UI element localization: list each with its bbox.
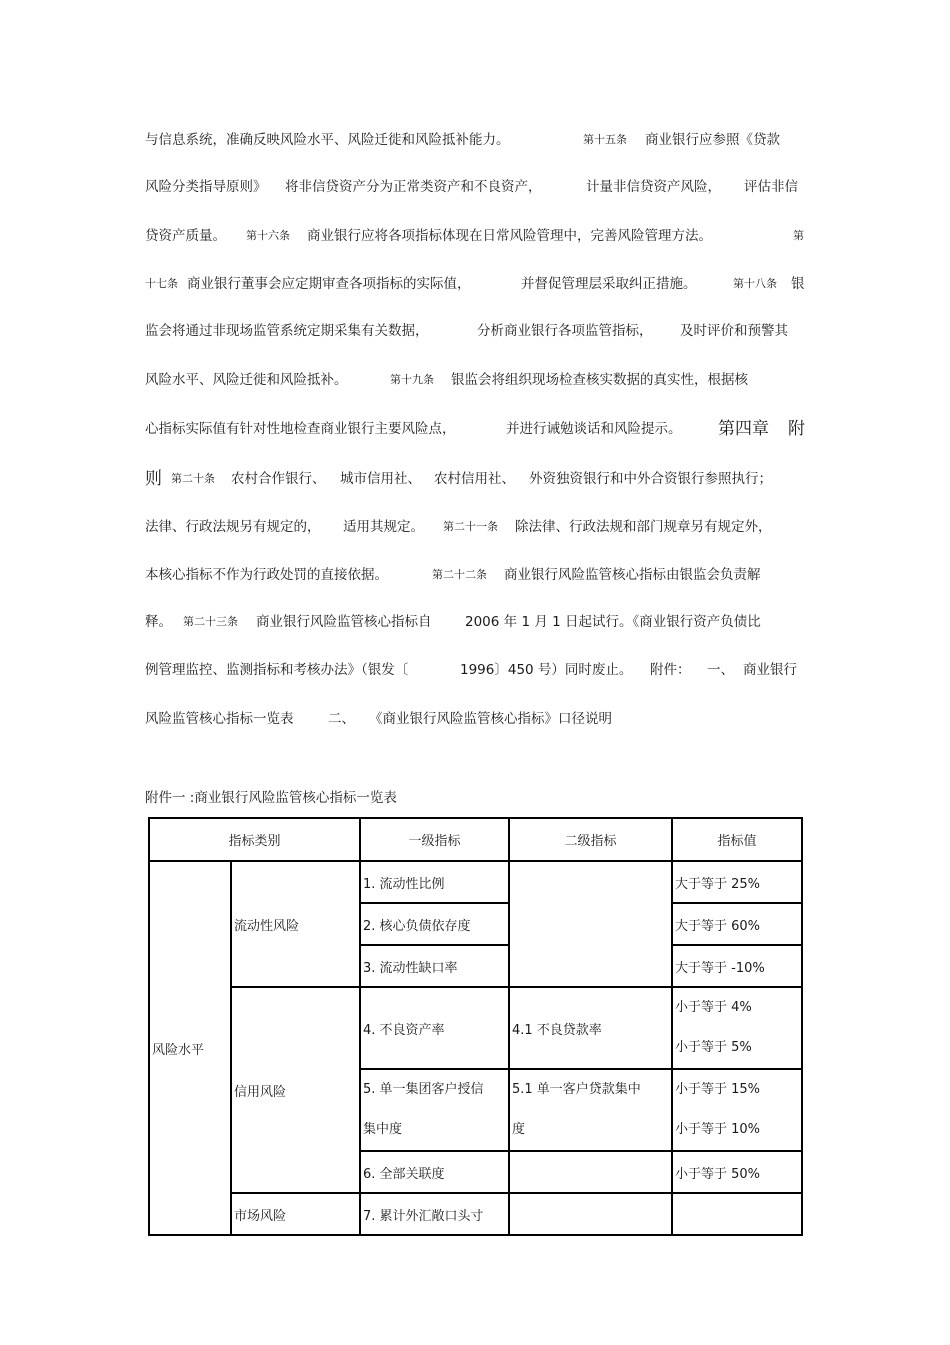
text-seg: 心指标实际值有针对性地检查商业银行主要风险点，	[145, 421, 456, 437]
header-value: 指标值	[672, 818, 802, 861]
text-seg: 银监会将组织现场检查核实数据的真实性，根据核	[451, 372, 748, 388]
text-seg: 商业银行风险监管核心指标由银监会负责解	[504, 567, 761, 583]
text-seg: 二、	[328, 711, 355, 727]
text-seg: 商业银行应参照《贷款	[645, 132, 780, 148]
level2-cell-empty	[509, 1193, 672, 1235]
body-line-11	[145, 610, 805, 634]
text-seg: 本核心指标不作为行政处罚的直接依据。	[145, 567, 388, 583]
text-seg: 2006 年 1 月 1 日起试行。《商业银行资产负债比	[465, 614, 761, 630]
article-number: 第二十三条	[183, 615, 238, 628]
value-line: 小于等于 4%	[675, 1000, 752, 1015]
text-seg: 并进行诫勉谈话和风险提示。	[506, 421, 682, 437]
text-seg: 商业银行应将各项指标体现在日常风险管理中，完善风险管理方法。	[307, 228, 712, 244]
chapter-heading: 附	[788, 419, 805, 439]
annex-caption: 附件一 :商业银行风险监管核心指标一览表	[145, 790, 397, 806]
value-line: 小于等于 15%	[675, 1082, 761, 1097]
value-cell-empty	[672, 1193, 802, 1235]
subcategory-cell: 市场风险	[231, 1193, 360, 1235]
value-line: 小于等于 5%	[675, 1040, 752, 1055]
text-seg: 除法律、行政法规和部门规章另有规定外，	[515, 519, 772, 535]
level2-cell-empty	[509, 861, 672, 987]
text-seg: 商业银行	[743, 662, 797, 678]
article-number: 第十八条	[733, 277, 777, 290]
indicator-table	[148, 817, 803, 1236]
text-seg: 《商业银行风险监管核心指标》口径说明	[369, 711, 612, 727]
value-cell	[672, 987, 802, 1069]
table-row	[149, 987, 802, 1069]
body-line-5	[145, 319, 805, 343]
article-number: 第十六条	[246, 229, 290, 242]
subcategory-cell: 信用风险	[231, 987, 360, 1193]
category-cell: 风险水平	[149, 861, 231, 1235]
article-number: 十七条	[145, 277, 178, 290]
text-seg: 及时评价和预警其	[680, 323, 788, 339]
level2-cell-empty	[509, 1151, 672, 1193]
text-seg: 风险水平、风险迁徙和风险抵补。	[145, 372, 348, 388]
table-row	[149, 1193, 802, 1235]
body-line-10	[145, 563, 805, 587]
text-seg: 银	[791, 276, 805, 292]
level1-cell: 4. 不良资产率	[360, 987, 509, 1069]
text-seg: 法律、行政法规另有规定的，	[145, 519, 321, 535]
body-line-7	[145, 417, 805, 441]
subcategory-cell: 流动性风险	[231, 861, 360, 987]
body-line-6	[145, 368, 805, 392]
level2-cell	[509, 1069, 672, 1151]
text-seg: 并督促管理层采取纠正措施。	[521, 276, 697, 292]
text-seg: 风险分类指导原则》	[145, 179, 267, 195]
body-line-3	[145, 224, 805, 248]
header-level1: 一级指标	[360, 818, 509, 861]
text-seg: 商业银行董事会应定期审查各项指标的实际值，	[187, 276, 471, 292]
text-seg: 附件：	[650, 662, 691, 678]
chapter-heading: 则	[145, 469, 162, 489]
level1-line: 集中度	[363, 1122, 403, 1137]
text-seg: 分析商业银行各项监管指标，	[477, 323, 653, 339]
text-seg: 城市信用社、	[340, 471, 421, 487]
value-line: 小于等于 10%	[675, 1122, 761, 1137]
body-line-4	[145, 272, 805, 296]
value-cell: 小于等于 50%	[672, 1151, 802, 1193]
article-number: 第	[793, 229, 804, 242]
level1-cell: 7. 累计外汇敞口头寸	[360, 1193, 509, 1235]
level1-cell: 6. 全部关联度	[360, 1151, 509, 1193]
text-seg: 将非信贷资产分为正常类资产和不良资产，	[285, 179, 542, 195]
body-line-8	[145, 467, 805, 491]
level2-line: 度	[512, 1122, 526, 1137]
level1-cell: 1. 流动性比例	[360, 861, 509, 903]
value-cell: 大于等于 60%	[672, 903, 802, 945]
table-header-row	[149, 818, 802, 861]
article-number: 第二十条	[171, 472, 215, 485]
text-seg: 适用其规定。	[343, 519, 424, 535]
value-cell: 大于等于 25%	[672, 861, 802, 903]
text-seg: 与信息系统，准确反映风险水平、风险迁徙和风险抵补能力。	[145, 132, 510, 148]
level1-cell	[360, 1069, 509, 1151]
level2-cell: 4.1 不良贷款率	[509, 987, 672, 1069]
body-line-1	[145, 128, 805, 152]
body-line-13	[145, 707, 805, 731]
value-cell: 大于等于 -10%	[672, 945, 802, 987]
article-number: 第十九条	[390, 373, 434, 386]
text-seg: 计量非信贷资产风险，	[586, 179, 721, 195]
text-seg: 外资独资银行和中外合资银行参照执行；	[529, 471, 772, 487]
chapter-heading: 第四章	[718, 419, 769, 439]
text-seg: 监会将通过非现场监管系统定期采集有关数据，	[145, 323, 429, 339]
header-level2: 二级指标	[509, 818, 672, 861]
body-line-9	[145, 515, 805, 539]
text-seg: 一、	[707, 662, 734, 678]
text-seg: 商业银行风险监管核心指标自	[256, 614, 432, 630]
level1-cell: 3. 流动性缺口率	[360, 945, 509, 987]
body-line-12	[145, 658, 805, 682]
text-seg: 农村信用社、	[434, 471, 515, 487]
table-row	[149, 861, 802, 903]
article-number: 第二十二条	[432, 568, 487, 581]
level1-cell: 2. 核心负债依存度	[360, 903, 509, 945]
level2-line: 5.1 单一客户贷款集中	[512, 1082, 641, 1097]
text-seg: 农村合作银行、	[231, 471, 326, 487]
text-seg: 例管理监控、监测指标和考核办法》（银发〔	[145, 662, 409, 678]
article-number: 第二十一条	[443, 520, 498, 533]
text-seg: 贷资产质量。	[145, 228, 226, 244]
article-number: 第十五条	[583, 133, 627, 146]
level1-line: 5. 单一集团客户授信	[363, 1082, 484, 1097]
text-seg: 评估非信	[744, 179, 798, 195]
value-cell	[672, 1069, 802, 1151]
header-category: 指标类别	[149, 818, 360, 861]
text-seg: 释。	[145, 614, 172, 630]
text-seg: 风险监管核心指标一览表	[145, 711, 294, 727]
text-seg: 1996〕450 号）同时废止。	[460, 662, 633, 678]
body-line-2	[145, 175, 805, 199]
